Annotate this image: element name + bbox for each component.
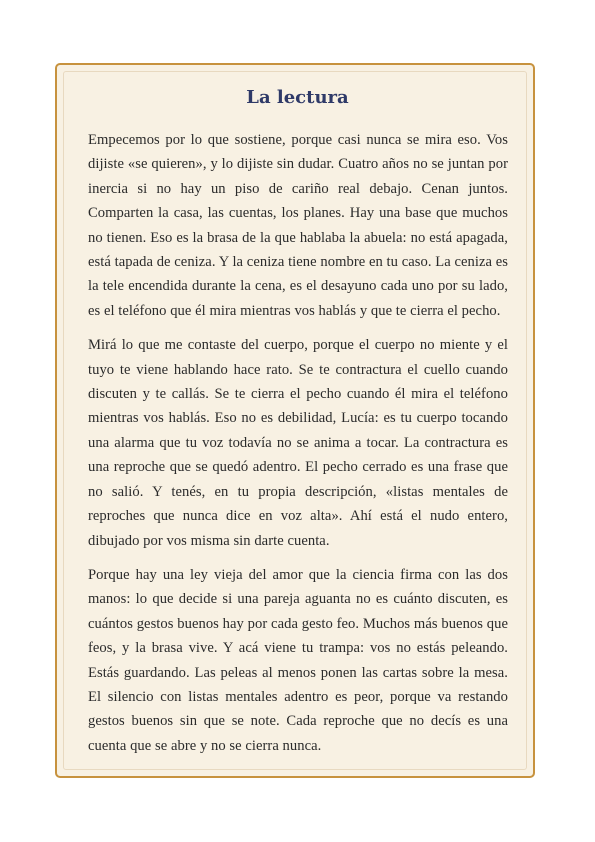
reading-body <box>88 128 508 768</box>
paragraph-3: Porque hay una ley vieja del amor que la ciencia firma con las dos manos: lo que decide si una pareja aguanta no es cuánto discuten, es cuántos gestos buenos hay por cada gesto feo. Muchos más buenos que feos, y la brasa vive. Y acá viene tu trampa: vos no estás peleando. Estás guardando. Las peleas al menos ponen las cartas sobre la mesa. El silencio con listas mentales adentro es peor, porque va restando gestos buenos sin que se note. Cada reproche que no decís es una cuenta que se abre y no se cierra nunca. <box>88 566 508 754</box>
paragraph-1: Empecemos por lo que sostiene, porque casi nunca se mira eso. Vos dijiste «se quieren», y lo dijiste sin dudar. Cuatro años no se juntan por inercia si no hay un piso de cariño real debajo. Cenan juntos. Comparten la casa, las cuentas, los planes. Hay una base que muchos no tienen. Eso es la brasa de la que hablaba la abuela: no está apagada, está tapada de ceniza. Y la ceniza tiene nombre en tu caso. La ceniza es la tele encendida durante la cena, es el desayuno cada uno por su lado, es el teléfono que él mira mientras vos hablás y que te cierra el pecho. <box>88 132 508 319</box>
paragraph-2: Mirá lo que me contaste del cuerpo, porque el cuerpo no miente y el tuyo te viene hablando hace rato. Se te contractura el cuello cuando discuten y te callás. Se te cierra el pecho cuando él mira el teléfono mientras vos hablás. Eso no es debilidad, Lucía: es tu cuerpo tocando una alarma que tu voz todavía no se anima a tocar. La contractura es una reproche que se quedó adentro. El pecho cerrado es una frase que no salió. Y tenés, en tu propia descripción, «listas mentales de reproches que nunca dice en voz alta». Ahí está el nudo entero, dibujado por vos misma sin darte cuenta. <box>88 337 508 549</box>
page-title: La lectura <box>246 87 349 108</box>
